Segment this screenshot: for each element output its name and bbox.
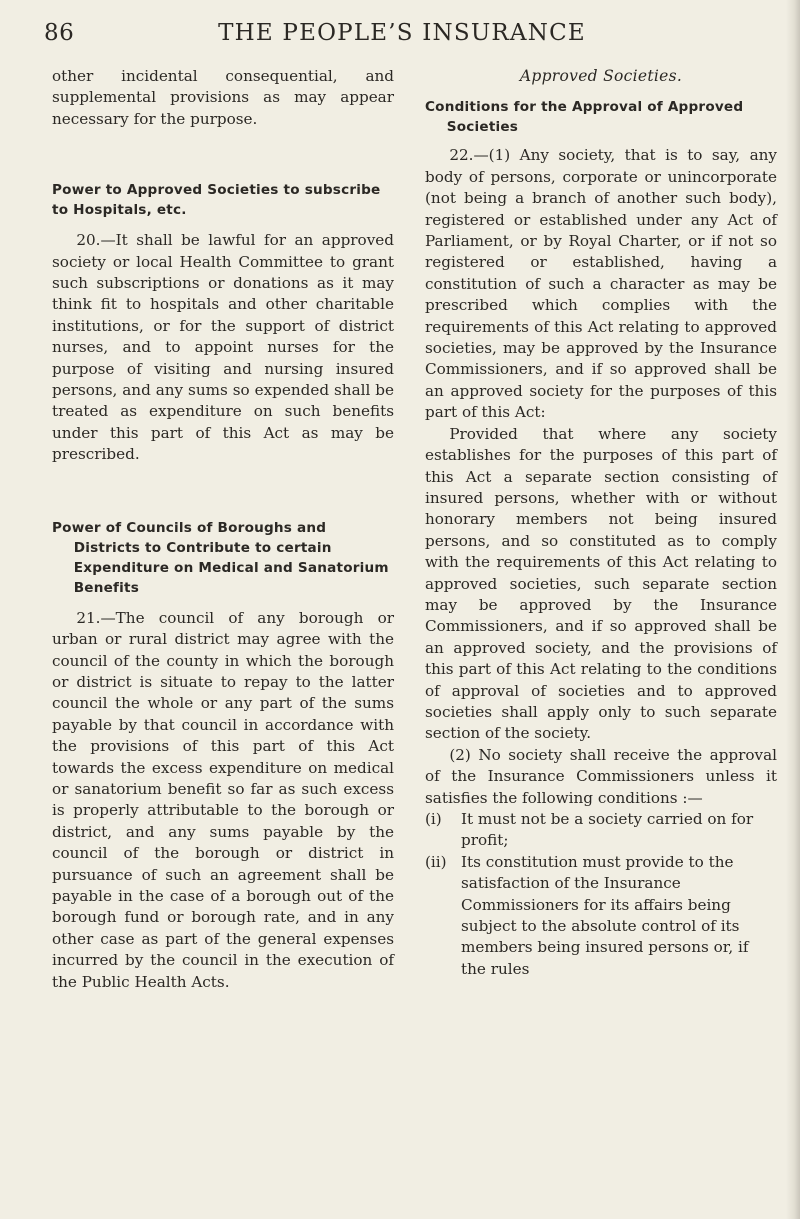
section-22-2-paragraph: (2) No society shall receive the approval of the Insurance Commissioners unless it satisfies the following conditions :— <box>425 745 777 807</box>
left-column <box>52 66 394 993</box>
heading-approval-conditions: Conditions for the Approval of Approved Societies <box>425 99 744 136</box>
section-21-paragraph: 21.—The council of any borough or urban or rural district may agree with the council of the county in which the borough or district is situate to repay to the latter council the whole or any part of the sums payable by that council in accordance with the provisions of this part of this Act towards the excess expenditure on medical or sanatorium benefit so far as such excess is properly attributable to the borough or district, and any sums payable by the council of the borough or district in pursuance of such an agreement shall be payable in the case of a borough out of the borough fund or borough rate, and in any other case as part of the general expenses incurred by the council in the execution of the Public Health Acts. <box>52 608 394 991</box>
intro-paragraph: other incidental consequential, and supplemental provisions as may appear necessary for the purpose. <box>52 67 394 128</box>
right-column <box>425 66 777 980</box>
condition-text: Its constitution must provide to the satisfaction of the Insurance Commissioners for its affairs being subject to the absolute control of its members being insured persons or, if the rules <box>461 852 749 978</box>
condition-number: (ii) <box>425 852 447 871</box>
page-edge-shadow <box>786 0 800 1219</box>
page-number: 86 <box>44 20 75 46</box>
page-header <box>44 20 760 54</box>
condition-number: (i) <box>425 810 442 828</box>
section-22-1-paragraph: 22.—(1) Any society, that is to say, any body of persons, corporate or unincorporate (not being a branch of another such body), registered or established under any Act of Parliament, or by Royal Charter, or if not so registered or established, having a constitution of such a character as may be prescribed which complies with the requirements of this Act relating to approved societies, may be approved by the Insurance Commissioners, and if so approved shall be an approved society for the purposes of this part of this Act: <box>425 146 777 422</box>
running-title: THE PEOPLE’S INSURANCE <box>218 20 586 46</box>
heading-hospital-subscriptions: Power to Approved Societies to subscribe to Hospitals, etc. <box>52 182 381 219</box>
section-title: Approved Societies. <box>519 67 683 85</box>
section-20-paragraph: 20.—It shall be lawful for an approved society or local Health Committee to grant such subscriptions or donations as it may think fit to hospitals and other charitable institutions, or for the support of district nurses, and to appoint nurses for the purpose of visiting and nursing insured persons, and any sums so expended shall be treated as expenditure on such benefits under this part of this Act as may be prescribed. <box>52 231 394 464</box>
condition-item <box>425 852 777 980</box>
heading-council-contributions: Power of Councils of Boroughs and Districts to Contribute to certain Expenditure on Medical and Sanatorium Benefits <box>52 519 389 596</box>
proviso-paragraph: Provided that where any society establishes for the purposes of this part of this Act a separate section consisting of insured persons, whether with or without honorary members not being insured persons, and so constituted as to comply with the requirements of this Act relating to approved societies, such separate section may be approved by the Insurance Commissioners, and if so approved shall be an approved society, and the provisions of this part of this Act relating to the conditions of approval of societies and to approved societies shall apply only to such separate section of the society. <box>425 424 777 743</box>
condition-item <box>425 809 777 852</box>
condition-text: It must not be a society carried on for profit; <box>461 810 754 850</box>
